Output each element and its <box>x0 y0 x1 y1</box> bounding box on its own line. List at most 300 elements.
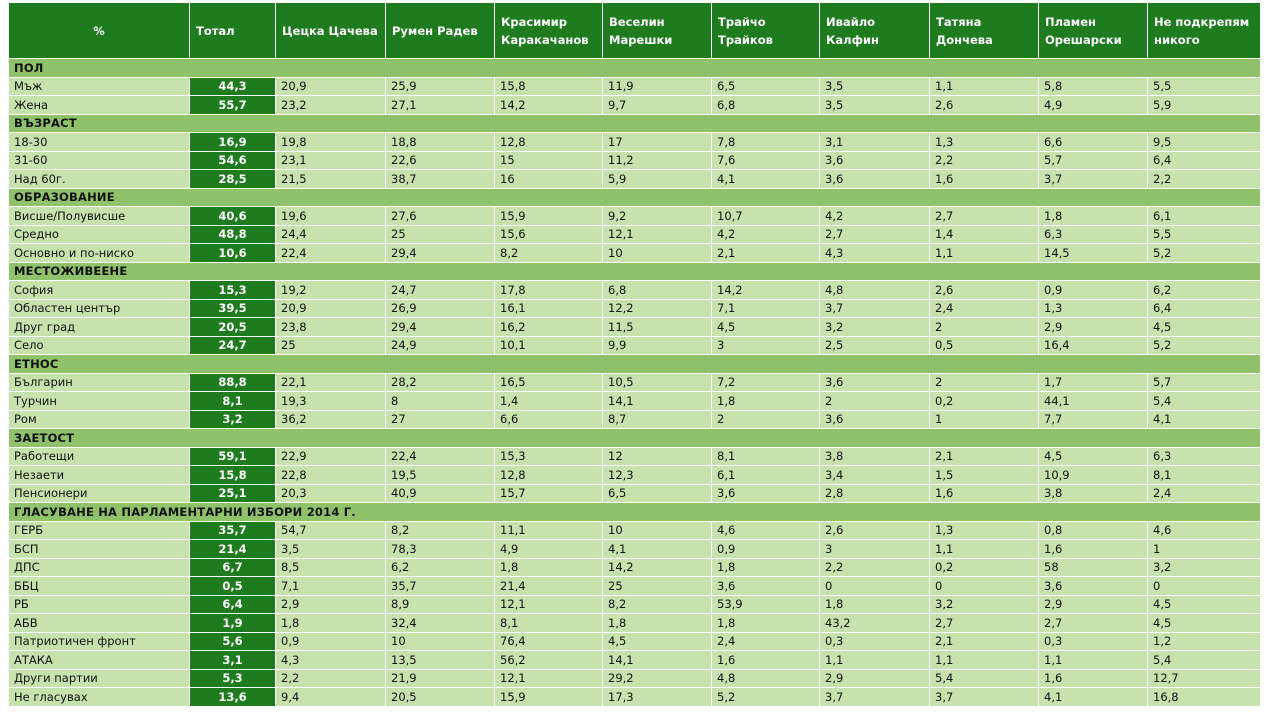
total-cell: 25,1 <box>190 484 276 503</box>
value-cell: 43,2 <box>820 614 930 633</box>
value-cell: 5,7 <box>1148 373 1261 392</box>
value-cell: 5,8 <box>1039 77 1148 96</box>
value-cell: 3,8 <box>1039 484 1148 503</box>
value-cell: 0,5 <box>930 336 1039 355</box>
table-row <box>9 373 1261 392</box>
value-cell: 3,6 <box>1039 577 1148 596</box>
total-cell: 5,6 <box>190 632 276 651</box>
value-cell: 6,4 <box>1148 299 1261 318</box>
value-cell: 0 <box>930 577 1039 596</box>
value-cell: 12,7 <box>1148 669 1261 688</box>
value-cell: 15,9 <box>495 207 603 226</box>
value-cell: 0,2 <box>930 392 1039 411</box>
value-cell: 0,3 <box>820 632 930 651</box>
value-cell: 3,5 <box>820 77 930 96</box>
value-cell: 13,5 <box>386 651 495 670</box>
value-cell: 8,2 <box>495 244 603 263</box>
total-cell: 88,8 <box>190 373 276 392</box>
value-cell: 27,6 <box>386 207 495 226</box>
value-cell: 4,8 <box>712 669 820 688</box>
value-cell: 2 <box>820 392 930 411</box>
value-cell: 25 <box>276 336 386 355</box>
value-cell: 2,7 <box>930 614 1039 633</box>
value-cell: 32,4 <box>386 614 495 633</box>
value-cell: 1,1 <box>930 244 1039 263</box>
table-row <box>9 540 1261 559</box>
value-cell: 6,1 <box>1148 207 1261 226</box>
value-cell: 7,6 <box>712 151 820 170</box>
value-cell: 9,2 <box>603 207 712 226</box>
value-cell: 9,5 <box>1148 133 1261 152</box>
value-cell: 4,5 <box>1148 595 1261 614</box>
table-row <box>9 688 1261 707</box>
value-cell: 14,5 <box>1039 244 1148 263</box>
value-cell: 19,2 <box>276 281 386 300</box>
total-cell: 39,5 <box>190 299 276 318</box>
value-cell: 16,8 <box>1148 688 1261 707</box>
value-cell: 20,9 <box>276 77 386 96</box>
value-cell: 4,6 <box>1148 521 1261 540</box>
poll-table <box>8 2 1261 707</box>
value-cell: 3,6 <box>820 410 930 429</box>
value-cell: 11,1 <box>495 521 603 540</box>
row-label: Друг град <box>9 318 190 337</box>
value-cell: 14,2 <box>495 96 603 115</box>
value-cell: 9,4 <box>276 688 386 707</box>
value-cell: 1,1 <box>930 540 1039 559</box>
value-cell: 54,7 <box>276 521 386 540</box>
value-cell: 27,1 <box>386 96 495 115</box>
table-row <box>9 521 1261 540</box>
value-cell: 25,9 <box>386 77 495 96</box>
section-title: ОБРАЗОВАНИЕ <box>9 188 1261 207</box>
row-label: Незаети <box>9 466 190 485</box>
value-cell: 4,5 <box>1148 318 1261 337</box>
total-cell: 54,6 <box>190 151 276 170</box>
value-cell: 19,8 <box>276 133 386 152</box>
table-row <box>9 595 1261 614</box>
value-cell: 4,1 <box>1039 688 1148 707</box>
row-label: Село <box>9 336 190 355</box>
value-cell: 15,7 <box>495 484 603 503</box>
value-cell: 6,2 <box>386 558 495 577</box>
total-cell: 48,8 <box>190 225 276 244</box>
value-cell: 15,9 <box>495 688 603 707</box>
value-cell: 5,2 <box>1148 244 1261 263</box>
value-cell: 22,9 <box>276 447 386 466</box>
value-cell: 10,5 <box>603 373 712 392</box>
value-cell: 8,2 <box>603 595 712 614</box>
value-cell: 29,4 <box>386 318 495 337</box>
row-label: ДПС <box>9 558 190 577</box>
value-cell: 16,4 <box>1039 336 1148 355</box>
value-cell: 26,9 <box>386 299 495 318</box>
value-cell: 16,1 <box>495 299 603 318</box>
value-cell: 11,9 <box>603 77 712 96</box>
value-cell: 4,8 <box>820 281 930 300</box>
value-cell: 3,8 <box>820 447 930 466</box>
section-title: ЕТНОС <box>9 355 1261 374</box>
value-cell: 17,3 <box>603 688 712 707</box>
row-label: БСП <box>9 540 190 559</box>
header-cell-candidate: Веселин Марешки <box>603 3 712 59</box>
value-cell: 20,9 <box>276 299 386 318</box>
value-cell: 14,2 <box>603 558 712 577</box>
value-cell: 2,4 <box>930 299 1039 318</box>
value-cell: 1,4 <box>930 225 1039 244</box>
value-cell: 8,5 <box>276 558 386 577</box>
value-cell: 1,2 <box>1148 632 1261 651</box>
value-cell: 6,8 <box>712 96 820 115</box>
value-cell: 25 <box>603 577 712 596</box>
value-cell: 8,7 <box>603 410 712 429</box>
row-label: Основно и по-ниско <box>9 244 190 263</box>
total-cell: 15,3 <box>190 281 276 300</box>
value-cell: 22,4 <box>276 244 386 263</box>
value-cell: 6,3 <box>1039 225 1148 244</box>
table-row <box>9 170 1261 189</box>
value-cell: 3,5 <box>820 96 930 115</box>
value-cell: 20,5 <box>386 688 495 707</box>
value-cell: 4,1 <box>712 170 820 189</box>
value-cell: 10 <box>603 244 712 263</box>
value-cell: 2,6 <box>930 281 1039 300</box>
total-cell: 20,5 <box>190 318 276 337</box>
value-cell: 78,3 <box>386 540 495 559</box>
value-cell: 1,3 <box>930 521 1039 540</box>
value-cell: 76,4 <box>495 632 603 651</box>
value-cell: 5,7 <box>1039 151 1148 170</box>
value-cell: 5,4 <box>1148 392 1261 411</box>
value-cell: 2 <box>712 410 820 429</box>
value-cell: 3,4 <box>820 466 930 485</box>
value-cell: 24,9 <box>386 336 495 355</box>
row-label: Патриотичен фронт <box>9 632 190 651</box>
value-cell: 12,1 <box>495 669 603 688</box>
section-title: МЕСТОЖИВЕЕНЕ <box>9 262 1261 281</box>
row-label: Ром <box>9 410 190 429</box>
value-cell: 4,5 <box>1148 614 1261 633</box>
value-cell: 19,6 <box>276 207 386 226</box>
total-cell: 28,5 <box>190 170 276 189</box>
section-title: ПОЛ <box>9 59 1261 78</box>
value-cell: 1,8 <box>712 614 820 633</box>
total-cell: 13,6 <box>190 688 276 707</box>
row-label: 31-60 <box>9 151 190 170</box>
value-cell: 40,9 <box>386 484 495 503</box>
value-cell: 4,9 <box>1039 96 1148 115</box>
value-cell: 1,3 <box>1039 299 1148 318</box>
value-cell: 15,8 <box>495 77 603 96</box>
table-row <box>9 410 1261 429</box>
row-label: Българин <box>9 373 190 392</box>
total-cell: 6,7 <box>190 558 276 577</box>
total-cell: 0,5 <box>190 577 276 596</box>
value-cell: 5,5 <box>1148 77 1261 96</box>
value-cell: 23,1 <box>276 151 386 170</box>
total-cell: 24,7 <box>190 336 276 355</box>
value-cell: 5,9 <box>603 170 712 189</box>
row-label: ББЦ <box>9 577 190 596</box>
value-cell: 5,9 <box>1148 96 1261 115</box>
value-cell: 3,5 <box>276 540 386 559</box>
value-cell: 29,2 <box>603 669 712 688</box>
value-cell: 2,9 <box>1039 318 1148 337</box>
total-cell: 16,9 <box>190 133 276 152</box>
value-cell: 1,8 <box>276 614 386 633</box>
value-cell: 4,2 <box>712 225 820 244</box>
section-title: ГЛАСУВАНЕ НА ПАРЛАМЕНТАРНИ ИЗБОРИ 2014 Г. <box>9 503 1261 522</box>
value-cell: 12,2 <box>603 299 712 318</box>
value-cell: 1,8 <box>712 392 820 411</box>
value-cell: 35,7 <box>386 577 495 596</box>
value-cell: 2,7 <box>930 207 1039 226</box>
row-label: Над 60г. <box>9 170 190 189</box>
value-cell: 12,3 <box>603 466 712 485</box>
value-cell: 8,1 <box>495 614 603 633</box>
value-cell: 1,6 <box>1039 540 1148 559</box>
value-cell: 2 <box>930 373 1039 392</box>
table-row <box>9 244 1261 263</box>
value-cell: 12,8 <box>495 466 603 485</box>
value-cell: 6,8 <box>603 281 712 300</box>
value-cell: 2,6 <box>930 96 1039 115</box>
value-cell: 15,3 <box>495 447 603 466</box>
value-cell: 2,4 <box>1148 484 1261 503</box>
value-cell: 6,6 <box>1039 133 1148 152</box>
value-cell: 7,7 <box>1039 410 1148 429</box>
section-title: ЗАЕТОСТ <box>9 429 1261 448</box>
value-cell: 12,1 <box>603 225 712 244</box>
total-cell: 1,9 <box>190 614 276 633</box>
total-cell: 44,3 <box>190 77 276 96</box>
value-cell: 4,2 <box>820 207 930 226</box>
value-cell: 4,5 <box>712 318 820 337</box>
value-cell: 5,2 <box>1148 336 1261 355</box>
value-cell: 5,4 <box>1148 651 1261 670</box>
value-cell: 1,3 <box>930 133 1039 152</box>
value-cell: 6,5 <box>603 484 712 503</box>
table-row <box>9 336 1261 355</box>
section-header-row <box>9 503 1261 522</box>
header-row <box>9 3 1261 59</box>
value-cell: 12,8 <box>495 133 603 152</box>
value-cell: 16,5 <box>495 373 603 392</box>
total-cell: 6,4 <box>190 595 276 614</box>
value-cell: 2,9 <box>1039 595 1148 614</box>
row-label: Жена <box>9 96 190 115</box>
value-cell: 19,3 <box>276 392 386 411</box>
section-header-row <box>9 355 1261 374</box>
value-cell: 8,1 <box>712 447 820 466</box>
value-cell: 1,8 <box>495 558 603 577</box>
section-title: ВЪЗРАСТ <box>9 114 1261 133</box>
header-cell-candidate: Татяна Дончева <box>930 3 1039 59</box>
value-cell: 12,1 <box>495 595 603 614</box>
section-header-row <box>9 114 1261 133</box>
value-cell: 10 <box>603 521 712 540</box>
value-cell: 1,1 <box>820 651 930 670</box>
value-cell: 1 <box>1148 540 1261 559</box>
value-cell: 58 <box>1039 558 1148 577</box>
value-cell: 4,9 <box>495 540 603 559</box>
header-cell-total: Тотал <box>190 3 276 59</box>
value-cell: 15 <box>495 151 603 170</box>
value-cell: 22,8 <box>276 466 386 485</box>
value-cell: 24,7 <box>386 281 495 300</box>
value-cell: 3,1 <box>820 133 930 152</box>
table-row <box>9 77 1261 96</box>
total-cell: 3,1 <box>190 651 276 670</box>
value-cell: 21,4 <box>495 577 603 596</box>
value-cell: 7,1 <box>276 577 386 596</box>
total-cell: 59,1 <box>190 447 276 466</box>
value-cell: 6,3 <box>1148 447 1261 466</box>
value-cell: 3,6 <box>820 151 930 170</box>
value-cell: 1,4 <box>495 392 603 411</box>
value-cell: 11,5 <box>603 318 712 337</box>
value-cell: 3 <box>712 336 820 355</box>
value-cell: 1,1 <box>1039 651 1148 670</box>
row-label: Не гласувах <box>9 688 190 707</box>
value-cell: 1 <box>930 410 1039 429</box>
row-label: ГЕРБ <box>9 521 190 540</box>
value-cell: 28,2 <box>386 373 495 392</box>
value-cell: 5,2 <box>712 688 820 707</box>
value-cell: 3,7 <box>1039 170 1148 189</box>
value-cell: 2,2 <box>820 558 930 577</box>
value-cell: 2,4 <box>712 632 820 651</box>
value-cell: 16,2 <box>495 318 603 337</box>
value-cell: 22,6 <box>386 151 495 170</box>
value-cell: 3,7 <box>820 299 930 318</box>
value-cell: 22,4 <box>386 447 495 466</box>
value-cell: 38,7 <box>386 170 495 189</box>
value-cell: 6,2 <box>1148 281 1261 300</box>
table-row <box>9 281 1261 300</box>
total-cell: 3,2 <box>190 410 276 429</box>
value-cell: 2,9 <box>820 669 930 688</box>
value-cell: 27 <box>386 410 495 429</box>
total-cell: 8,1 <box>190 392 276 411</box>
value-cell: 10,9 <box>1039 466 1148 485</box>
table-row <box>9 133 1261 152</box>
total-cell: 15,8 <box>190 466 276 485</box>
value-cell: 2,1 <box>712 244 820 263</box>
header-cell-candidate: Ивайло Калфин <box>820 3 930 59</box>
row-label: Средно <box>9 225 190 244</box>
value-cell: 6,4 <box>1148 151 1261 170</box>
header-cell-percent: % <box>9 3 190 59</box>
value-cell: 7,8 <box>712 133 820 152</box>
value-cell: 2,2 <box>1148 170 1261 189</box>
header-cell-none: Не подкрепям никого <box>1148 3 1261 59</box>
value-cell: 20,3 <box>276 484 386 503</box>
value-cell: 7,2 <box>712 373 820 392</box>
value-cell: 23,8 <box>276 318 386 337</box>
value-cell: 1,6 <box>1039 669 1148 688</box>
value-cell: 56,2 <box>495 651 603 670</box>
value-cell: 16 <box>495 170 603 189</box>
value-cell: 36,2 <box>276 410 386 429</box>
value-cell: 12 <box>603 447 712 466</box>
value-cell: 29,4 <box>386 244 495 263</box>
value-cell: 6,6 <box>495 410 603 429</box>
total-cell: 5,3 <box>190 669 276 688</box>
row-label: София <box>9 281 190 300</box>
value-cell: 1,8 <box>1039 207 1148 226</box>
value-cell: 2,6 <box>820 521 930 540</box>
value-cell: 3,7 <box>820 688 930 707</box>
value-cell: 14,2 <box>712 281 820 300</box>
row-label: АТАКА <box>9 651 190 670</box>
row-label: Мъж <box>9 77 190 96</box>
table-row <box>9 651 1261 670</box>
table-row <box>9 207 1261 226</box>
value-cell: 1,6 <box>712 651 820 670</box>
section-header-row <box>9 188 1261 207</box>
value-cell: 0,9 <box>276 632 386 651</box>
table-row <box>9 392 1261 411</box>
value-cell: 4,3 <box>276 651 386 670</box>
value-cell: 21,9 <box>386 669 495 688</box>
value-cell: 2,7 <box>1039 614 1148 633</box>
total-cell: 10,6 <box>190 244 276 263</box>
value-cell: 1,1 <box>930 651 1039 670</box>
table-row <box>9 225 1261 244</box>
total-cell: 21,4 <box>190 540 276 559</box>
row-label: 18-30 <box>9 133 190 152</box>
value-cell: 44,1 <box>1039 392 1148 411</box>
value-cell: 1,5 <box>930 466 1039 485</box>
header-cell-candidate: Цецка Цачева <box>276 3 386 59</box>
row-label: Пенсионери <box>9 484 190 503</box>
value-cell: 10 <box>386 632 495 651</box>
value-cell: 10,7 <box>712 207 820 226</box>
value-cell: 18,8 <box>386 133 495 152</box>
value-cell: 0,2 <box>930 558 1039 577</box>
value-cell: 0,9 <box>1039 281 1148 300</box>
value-cell: 7,1 <box>712 299 820 318</box>
value-cell: 24,4 <box>276 225 386 244</box>
value-cell: 1,7 <box>1039 373 1148 392</box>
value-cell: 3,7 <box>930 688 1039 707</box>
value-cell: 2,1 <box>930 632 1039 651</box>
table-row <box>9 632 1261 651</box>
value-cell: 4,1 <box>1148 410 1261 429</box>
row-label: Работещи <box>9 447 190 466</box>
table-row <box>9 299 1261 318</box>
value-cell: 10,1 <box>495 336 603 355</box>
total-cell: 55,7 <box>190 96 276 115</box>
header-cell-candidate: Румен Радев <box>386 3 495 59</box>
value-cell: 2,2 <box>276 669 386 688</box>
value-cell: 19,5 <box>386 466 495 485</box>
table-row <box>9 96 1261 115</box>
value-cell: 1,6 <box>930 484 1039 503</box>
table-row <box>9 669 1261 688</box>
value-cell: 25 <box>386 225 495 244</box>
value-cell: 2,2 <box>930 151 1039 170</box>
total-cell: 40,6 <box>190 207 276 226</box>
value-cell: 17 <box>603 133 712 152</box>
table-row <box>9 577 1261 596</box>
value-cell: 14,1 <box>603 651 712 670</box>
value-cell: 5,4 <box>930 669 1039 688</box>
value-cell: 8,1 <box>1148 466 1261 485</box>
value-cell: 4,5 <box>603 632 712 651</box>
table-row <box>9 447 1261 466</box>
